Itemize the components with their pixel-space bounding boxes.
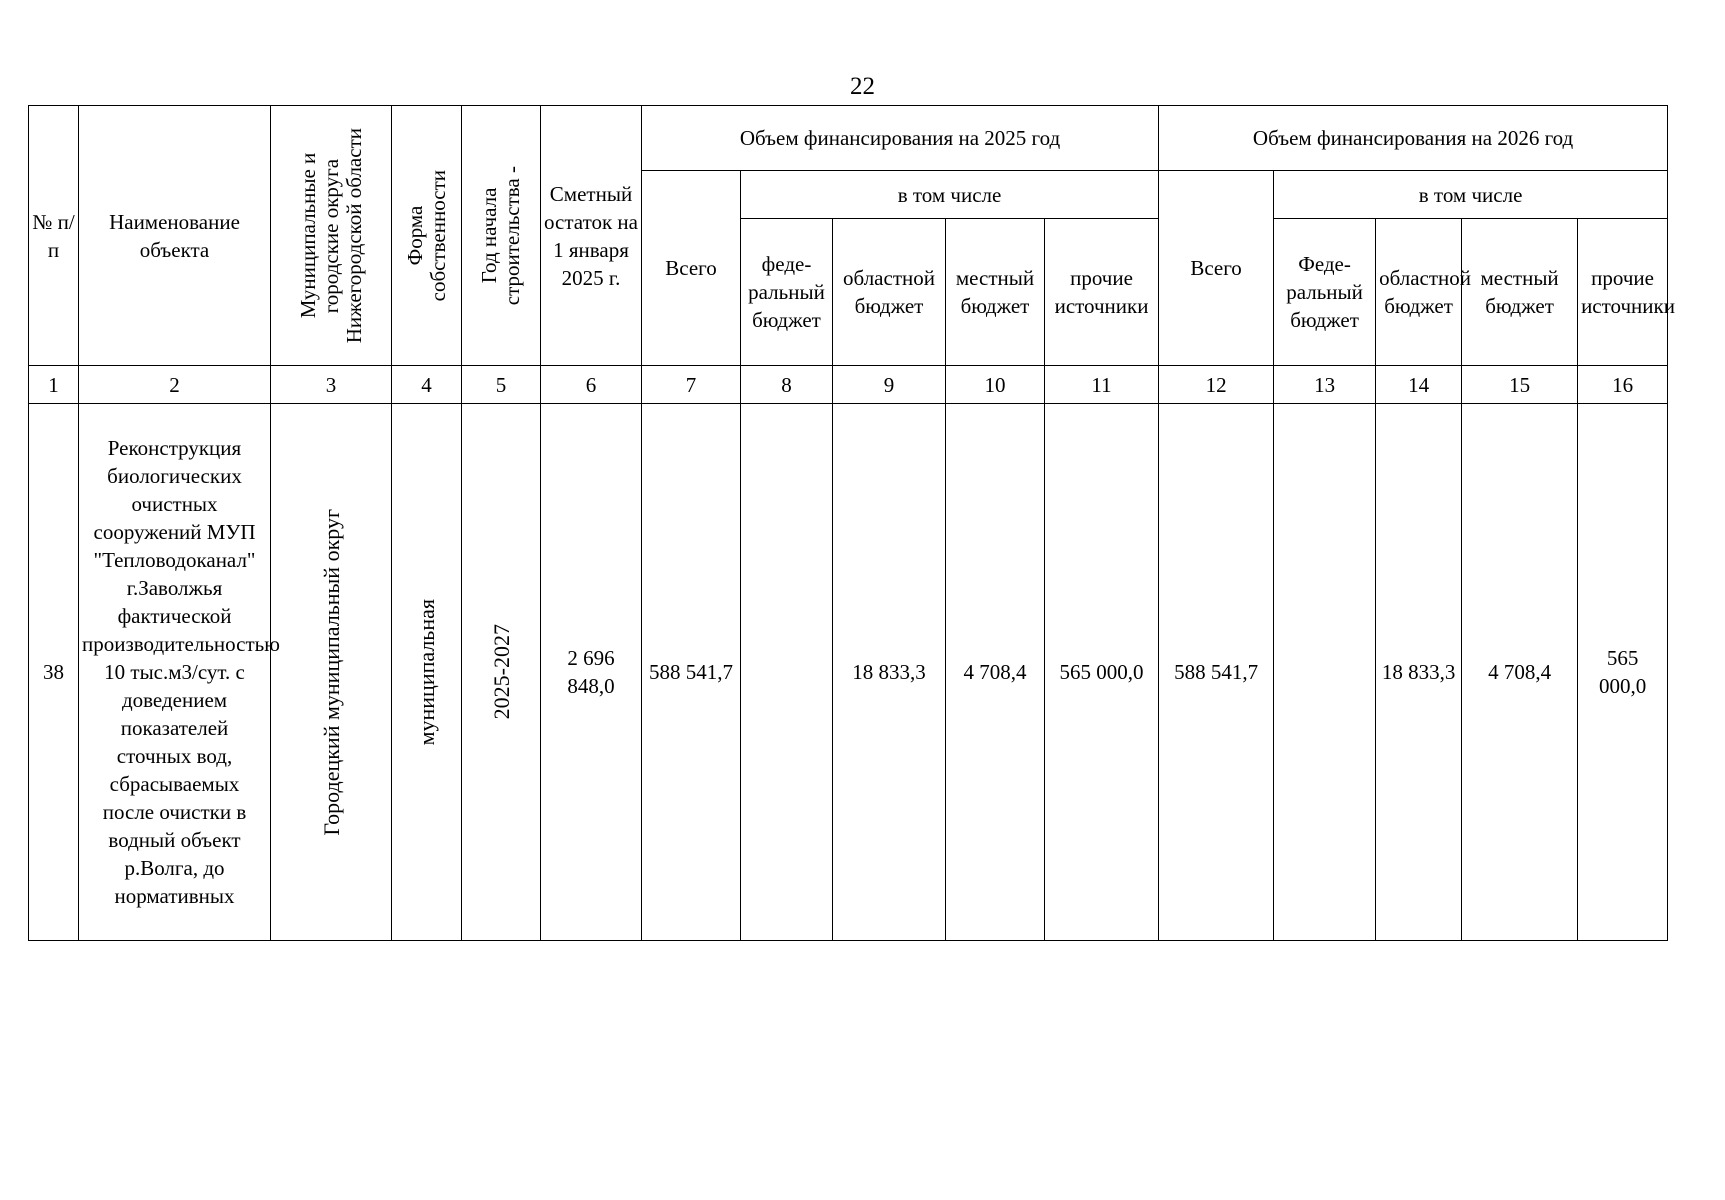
- column-number-row: [29, 366, 1668, 404]
- header-group-2026: Объем финансирования на 2026 год: [1159, 106, 1668, 171]
- header-ownership-line: собственности: [425, 169, 450, 302]
- row-other-2025: 565 000,0: [1045, 404, 1159, 941]
- row-federal-2026: [1274, 404, 1376, 941]
- row-years-text: 2025-2027: [488, 624, 514, 720]
- page-number: 22: [850, 73, 875, 100]
- header-start-year-line: Год начала: [477, 187, 501, 284]
- header-other-2025: прочие источники: [1045, 219, 1159, 366]
- column-number: 2: [79, 366, 271, 404]
- row-total-2025: 588 541,7: [642, 404, 741, 941]
- column-number: 15: [1462, 366, 1578, 404]
- column-number: 3: [271, 366, 392, 404]
- row-regional-2025: 18 833,3: [833, 404, 946, 941]
- column-number: 12: [1159, 366, 1274, 404]
- header-regional-2026: областной бюджет: [1376, 219, 1462, 366]
- row-federal-2025: [741, 404, 833, 941]
- financing-table: [28, 105, 1675, 941]
- header-ownership: [392, 106, 462, 366]
- column-number: 11: [1045, 366, 1159, 404]
- column-number: 8: [741, 366, 833, 404]
- header-start-year: [462, 106, 541, 366]
- column-number: 7: [642, 366, 741, 404]
- row-municipality-text: Городецкий муниципальный округ: [318, 508, 344, 836]
- column-number: 16: [1578, 366, 1668, 404]
- header-local-2025: местный бюджет: [946, 219, 1045, 366]
- row-name: Реконструкция биологических очистных сооружений МУП "Тепловодоканал" г.Заволжья фактической производительностью 10 тыс.м3/сут. с доведением показателей сточных вод, сбрасываемых после очистки в водный объект р.Волга, до нормативных: [79, 404, 271, 941]
- header-including-2025: в том числе: [741, 171, 1159, 219]
- column-number: 4: [392, 366, 462, 404]
- column-number: 10: [946, 366, 1045, 404]
- header-municipality-line: Нижегородской области: [341, 127, 366, 344]
- column-number: 9: [833, 366, 946, 404]
- header-federal-2025: феде- ральный бюджет: [741, 219, 833, 366]
- header-ownership-line: Форма: [402, 205, 427, 266]
- row-other-2026: 565 000,0: [1578, 404, 1668, 941]
- column-number: 6: [541, 366, 642, 404]
- row-local-2026: 4 708,4: [1462, 404, 1578, 941]
- header-name: Наименование объекта: [79, 106, 271, 366]
- row-years: [462, 404, 541, 941]
- header-other-2026: прочие источники: [1578, 219, 1668, 366]
- header-total-2026: Всего: [1159, 171, 1274, 366]
- header-row-groups: [29, 106, 1668, 171]
- table-row: [29, 404, 1668, 941]
- header-federal-2026: Феде- ральный бюджет: [1274, 219, 1376, 366]
- header-municipality-line: Муниципальные и: [295, 152, 320, 319]
- row-remainder: 2 696 848,0: [541, 404, 642, 941]
- header-start-year-line: строительства -: [500, 165, 524, 306]
- header-remainder: Сметный остаток на 1 января 2025 г.: [541, 106, 642, 366]
- row-local-2025: 4 708,4: [946, 404, 1045, 941]
- header-local-2026: местный бюджет: [1462, 219, 1578, 366]
- row-municipality: [271, 404, 392, 941]
- column-number: 1: [29, 366, 79, 404]
- row-total-2026: 588 541,7: [1159, 404, 1274, 941]
- header-including-2026: в том числе: [1274, 171, 1668, 219]
- header-regional-2025: областной бюджет: [833, 219, 946, 366]
- column-number: 14: [1376, 366, 1462, 404]
- row-num: 38: [29, 404, 79, 941]
- header-municipality-line: городские округа: [318, 158, 343, 313]
- header-num: № п/ п: [29, 106, 79, 366]
- column-number: 5: [462, 366, 541, 404]
- header-total-2025: Всего: [642, 171, 741, 366]
- row-ownership: [392, 404, 462, 941]
- column-number: 13: [1274, 366, 1376, 404]
- row-ownership-text: муниципальная: [414, 598, 439, 746]
- header-group-2025: Объем финансирования на 2025 год: [642, 106, 1159, 171]
- header-municipality: [271, 106, 392, 366]
- row-regional-2026: 18 833,3: [1376, 404, 1462, 941]
